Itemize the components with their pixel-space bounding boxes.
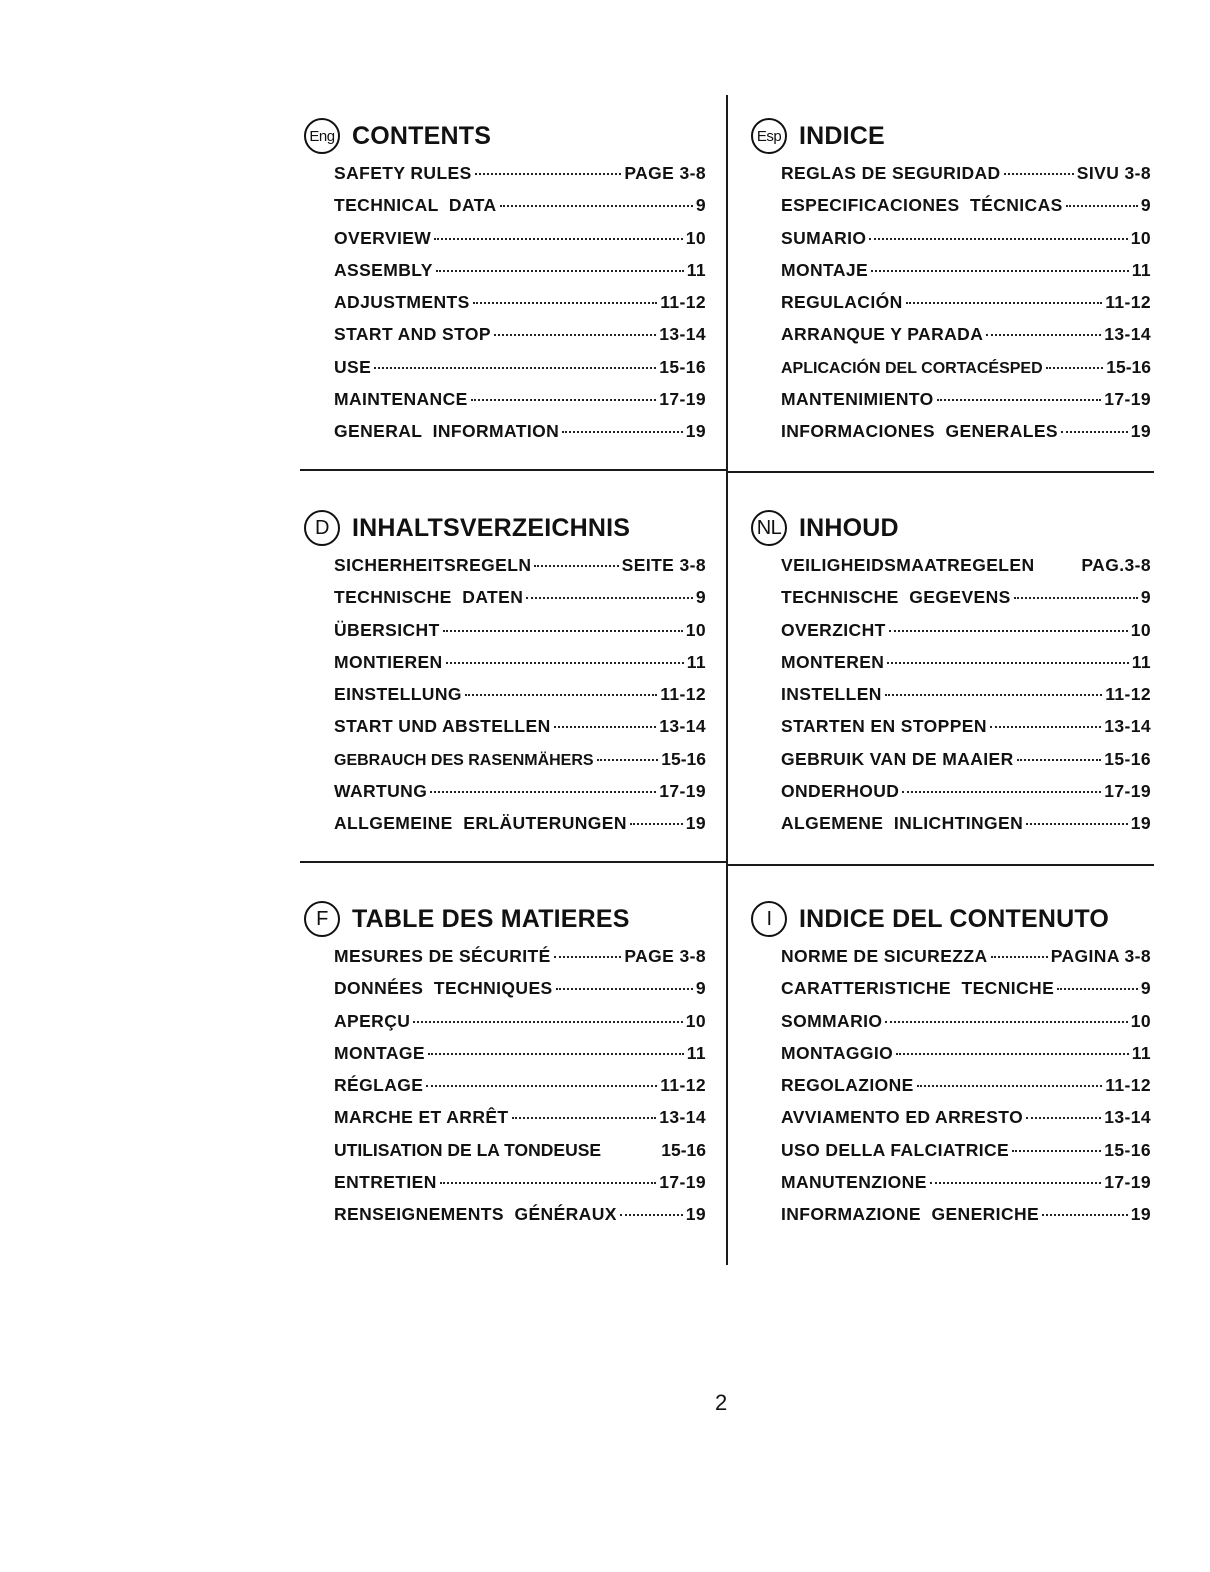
entry-label: CARATTERISTICHE TECNICHE [781, 978, 1055, 999]
entry-label: REGOLAZIONE [781, 1075, 914, 1096]
entry-label: ALGEMENE INLICHTINGEN [781, 813, 1024, 834]
toc-entry [334, 652, 706, 684]
toc-entry [781, 292, 1151, 324]
entry-page: 10 [685, 619, 706, 640]
section-header [309, 113, 706, 159]
toc-entry [781, 620, 1151, 652]
entry-page: PAGINA 3-8 [1050, 946, 1151, 966]
toc-entry [334, 163, 706, 195]
section-header [315, 505, 706, 551]
leader-dots [986, 334, 1101, 336]
toc-entry [781, 652, 1151, 684]
leader-dots [620, 1214, 683, 1216]
leader-dots [597, 759, 659, 761]
entry-label: WARTUNG [334, 781, 428, 802]
leader-dots [562, 431, 683, 433]
toc-entry [781, 946, 1151, 978]
leader-dots [374, 367, 656, 369]
leader-dots [896, 1053, 1129, 1055]
entry-label: MESURES DE SÉCURITÉ [334, 946, 551, 966]
entry-label: START AND STOP [334, 324, 491, 345]
leader-dots [554, 956, 622, 958]
entry-page: 10 [1130, 1010, 1151, 1031]
entry-page: 19 [1130, 421, 1151, 442]
leader-dots [554, 726, 657, 728]
entry-page: 9 [1140, 978, 1151, 999]
toc-entry [334, 228, 706, 260]
toc-entry [781, 1075, 1151, 1107]
entry-label: USO DELLA FALCIATRICE [781, 1139, 1010, 1160]
entry-page: 9 [1140, 587, 1151, 608]
entry-label: ONDERHOUD [781, 781, 900, 802]
entry-label: SOMMARIO [781, 1010, 883, 1031]
entry-label: MONTAGE [334, 1042, 425, 1063]
language-badge-d: D [304, 510, 340, 546]
entry-label: ARRANQUE Y PARADA [781, 324, 984, 345]
entry-label: REGULACIÓN [781, 292, 903, 313]
entry-page: 15-16 [1106, 356, 1151, 377]
toc-section-french [316, 896, 706, 1237]
leader-dots [1026, 1117, 1101, 1119]
leader-dots [426, 1085, 657, 1087]
leader-dots [440, 1182, 656, 1184]
leader-dots [1012, 1150, 1101, 1152]
toc-entry [334, 1172, 706, 1204]
leader-dots [937, 399, 1102, 401]
toc-entry [781, 1043, 1151, 1075]
language-badge-f: F [304, 901, 340, 937]
toc-section-german [315, 505, 706, 846]
toc-entry [334, 781, 706, 813]
entry-label: INFORMAZIONE GENERICHE [781, 1204, 1040, 1225]
toc-entry [334, 1043, 706, 1075]
toc-entry [781, 781, 1151, 813]
toc-entry [334, 1075, 706, 1107]
entry-label: DONNÉES TECHNIQUES [334, 978, 553, 999]
entry-page: 15-16 [659, 356, 706, 377]
toc-entry [334, 421, 706, 453]
row-divider-1-left [300, 469, 727, 471]
toc-entry [334, 946, 706, 978]
leader-dots [1046, 367, 1104, 369]
entry-page: 11 [1131, 651, 1151, 672]
entry-label: INFORMACIONES GENERALES [781, 421, 1058, 442]
leader-dots [889, 630, 1128, 632]
entry-label: MONTAJE [781, 259, 869, 280]
toc-entry [781, 978, 1151, 1010]
leader-dots [1004, 173, 1074, 175]
entry-label: TECHNICAL DATA [334, 195, 497, 216]
language-badge-eng: Eng [304, 118, 340, 154]
leader-dots [917, 1085, 1102, 1087]
entry-page: 11-12 [660, 684, 706, 705]
leader-dots [534, 565, 618, 567]
leader-dots [512, 1117, 657, 1119]
leader-dots [869, 238, 1127, 240]
entry-label: APLICACIÓN DEL CORTACÉSPED [781, 359, 1043, 377]
entry-page: 11 [686, 259, 706, 280]
toc-entry [781, 228, 1151, 260]
row-divider-2-right [727, 864, 1154, 866]
entry-label: MANTENIMIENTO [781, 389, 934, 410]
entry-page: 11 [1131, 259, 1151, 280]
language-badge-esp: Esp [751, 118, 787, 154]
toc-entry [334, 716, 706, 748]
entry-page: 11 [1131, 1042, 1151, 1063]
entry-label: ÜBERSICHT [334, 619, 440, 640]
leader-dots [471, 399, 657, 401]
toc-entry [334, 555, 706, 587]
entry-page: 10 [1130, 227, 1151, 248]
leader-dots [1017, 759, 1102, 761]
toc-entry [334, 1011, 706, 1043]
entry-label: SUMARIO [781, 227, 867, 248]
toc-entry [781, 716, 1151, 748]
toc-entry [781, 195, 1151, 227]
entry-page: 19 [685, 421, 706, 442]
entry-label: USE [334, 356, 372, 377]
entry-label: NORME DE SICUREZZA [781, 946, 988, 966]
row-divider-1-right [727, 471, 1154, 473]
entry-page: PAG.3-8 [1081, 555, 1151, 575]
toc-section-english [309, 113, 706, 454]
leader-dots [475, 173, 622, 175]
entry-label: ADJUSTMENTS [334, 292, 470, 313]
toc-entry [334, 587, 706, 619]
toc-entry [334, 1204, 706, 1236]
toc-entry [334, 1107, 706, 1139]
entry-label: START UND ABSTELLEN [334, 716, 551, 737]
entry-page: 11-12 [1105, 1075, 1151, 1096]
leader-dots [1026, 823, 1128, 825]
entry-page: 11 [686, 1042, 706, 1063]
entry-label: MARCHE ET ARRÊT [334, 1107, 509, 1128]
column-divider [726, 95, 728, 1265]
leader-dots [991, 956, 1048, 958]
entry-page: SIVU 3-8 [1076, 163, 1151, 183]
entry-page: 17-19 [1104, 781, 1151, 802]
entry-page: 9 [695, 587, 706, 608]
entry-page: 13-14 [1104, 324, 1151, 345]
entry-label: ESPECIFICACIONES TÉCNICAS [781, 195, 1063, 216]
entry-label: APERÇU [334, 1010, 411, 1031]
entry-label: OVERVIEW [334, 227, 432, 248]
leader-dots [526, 597, 693, 599]
leader-dots [500, 205, 693, 207]
entry-page: 15-16 [1104, 748, 1151, 769]
toc-entry [334, 195, 706, 227]
leader-dots [1057, 988, 1138, 990]
entry-page: 15-16 [661, 748, 706, 769]
entry-label: OVERZICHT [781, 619, 886, 640]
entry-page: 17-19 [659, 389, 706, 410]
toc-entry [334, 684, 706, 716]
entry-page: 10 [685, 227, 706, 248]
entry-label: EINSTELLUNG [334, 684, 462, 705]
entry-label: ASSEMBLY [334, 259, 433, 280]
entry-label: ENTRETIEN [334, 1172, 437, 1193]
leader-dots [494, 334, 656, 336]
entry-page: 13-14 [1104, 716, 1151, 737]
toc-entry [781, 555, 1151, 587]
entry-page: PAGE 3-8 [624, 163, 706, 183]
leader-dots [465, 694, 657, 696]
leader-dots [906, 302, 1103, 304]
entry-label: STARTEN EN STOPPEN [781, 716, 987, 737]
section-title: INHOUD [799, 513, 899, 542]
entry-page: 9 [695, 978, 706, 999]
leader-dots [1042, 1214, 1128, 1216]
leader-dots [990, 726, 1101, 728]
leader-dots [887, 662, 1128, 664]
toc-entry [334, 292, 706, 324]
entry-page: 11-12 [1105, 292, 1151, 313]
entry-label: TECHNISCHE DATEN [334, 587, 524, 608]
toc-entry [334, 1140, 706, 1172]
entry-page: 19 [685, 1204, 706, 1225]
entry-label: MAINTENANCE [334, 389, 468, 410]
section-header [756, 505, 1151, 551]
entry-label: TECHNISCHE GEGEVENS [781, 587, 1011, 608]
toc-entry [781, 1011, 1151, 1043]
entry-page: 11-12 [1105, 684, 1151, 705]
leader-dots [885, 1021, 1127, 1023]
toc-entry [334, 357, 706, 389]
entry-page: 17-19 [659, 781, 706, 802]
toc-entry [334, 324, 706, 356]
entry-page: 13-14 [1104, 1107, 1151, 1128]
entry-page: 17-19 [1104, 389, 1151, 410]
entry-label: MONTAGGIO [781, 1042, 894, 1063]
leader-dots [473, 302, 658, 304]
entry-page: 11-12 [660, 1075, 706, 1096]
entry-label: VEILIGHEIDSMAATREGELEN [781, 555, 1035, 575]
entry-label: SAFETY RULES [334, 163, 472, 183]
entry-label: GEBRAUCH DES RASENMÄHERS [334, 751, 594, 769]
toc-entry [781, 260, 1151, 292]
leader-dots [428, 1053, 684, 1055]
toc-section-spanish [756, 113, 1151, 454]
entry-page: 9 [695, 195, 706, 216]
entry-label: MONTIEREN [334, 651, 443, 672]
toc-section-dutch [756, 505, 1151, 846]
entry-label: RÉGLAGE [334, 1075, 424, 1096]
toc-entry [781, 587, 1151, 619]
entry-page: 10 [685, 1010, 706, 1031]
leader-dots [446, 662, 684, 664]
entry-page: 11 [686, 651, 706, 672]
leader-dots [1014, 597, 1138, 599]
entry-label: MANUTENZIONE [781, 1172, 927, 1193]
entry-page: 19 [1130, 813, 1151, 834]
leader-dots [436, 270, 684, 272]
toc-entry [781, 1107, 1151, 1139]
entry-label: RENSEIGNEMENTS GÉNÉRAUX [334, 1204, 617, 1225]
leader-dots [1066, 205, 1138, 207]
toc-entry [334, 260, 706, 292]
entry-page: 17-19 [1104, 1172, 1151, 1193]
entry-label: GEBRUIK VAN DE MAAIER [781, 748, 1014, 769]
toc-entry [781, 389, 1151, 421]
section-title: INHALTSVERZEICHNIS [352, 513, 631, 542]
toc-section-italian [766, 896, 1151, 1237]
toc-entry [781, 684, 1151, 716]
entry-page: 15-16 [661, 1139, 706, 1160]
leader-dots [630, 823, 683, 825]
entry-label: INSTELLEN [781, 684, 882, 705]
section-title: INDICE [799, 121, 885, 150]
toc-entry [781, 1172, 1151, 1204]
entry-page: 13-14 [659, 1107, 706, 1128]
toc-entry [334, 749, 706, 781]
entry-page: 19 [1130, 1204, 1151, 1225]
entry-label: ALLGEMEINE ERLÄUTERUNGEN [334, 813, 627, 834]
language-badge-nl: NL [751, 510, 787, 546]
entry-page: PAGE 3-8 [624, 946, 706, 966]
entry-label: SICHERHEITSREGELN [334, 555, 532, 575]
leader-dots [871, 270, 1129, 272]
leader-dots [430, 791, 656, 793]
row-divider-2-left [300, 861, 727, 863]
toc-entry [781, 813, 1151, 845]
toc-entry [334, 978, 706, 1010]
entry-page: 17-19 [659, 1172, 706, 1193]
entry-page: 9 [1140, 195, 1151, 216]
toc-entry [781, 749, 1151, 781]
leader-dots [885, 694, 1102, 696]
toc-entry [334, 813, 706, 845]
section-header [756, 113, 1151, 159]
leader-dots [902, 791, 1101, 793]
entry-page: 15-16 [1104, 1139, 1151, 1160]
toc-entry [781, 1140, 1151, 1172]
entry-label: AVVIAMENTO ED ARRESTO [781, 1107, 1024, 1128]
entry-label: MONTEREN [781, 651, 885, 672]
section-title: CONTENTS [352, 121, 492, 150]
entry-page: SEITE 3-8 [621, 555, 706, 575]
toc-entry [781, 421, 1151, 453]
toc-entry [781, 324, 1151, 356]
entry-page: 19 [685, 813, 706, 834]
section-header [766, 896, 1151, 942]
toc-entry [334, 620, 706, 652]
leader-dots [930, 1182, 1101, 1184]
toc-entry [781, 1204, 1151, 1236]
leader-dots [443, 630, 683, 632]
page-number: 2 [715, 1390, 728, 1415]
leader-dots [556, 988, 693, 990]
toc-entry [781, 357, 1151, 389]
leader-dots [1061, 431, 1128, 433]
entry-page: 11-12 [660, 292, 706, 313]
entry-page: 13-14 [659, 324, 706, 345]
section-header [316, 896, 706, 942]
toc-entry [334, 389, 706, 421]
leader-dots [434, 238, 683, 240]
entry-label: UTILISATION DE LA TONDEUSE [334, 1139, 602, 1160]
entry-page: 13-14 [659, 716, 706, 737]
entry-label: REGLAS DE SEGURIDAD [781, 163, 1001, 183]
section-title: INDICE DEL CONTENUTO [799, 904, 1110, 933]
entry-label: GENERAL INFORMATION [334, 421, 560, 442]
entry-page: 10 [1130, 619, 1151, 640]
leader-dots [413, 1021, 682, 1023]
language-badge-i: I [751, 901, 787, 937]
section-title: TABLE DES MATIERES [352, 904, 630, 933]
toc-entry [781, 163, 1151, 195]
